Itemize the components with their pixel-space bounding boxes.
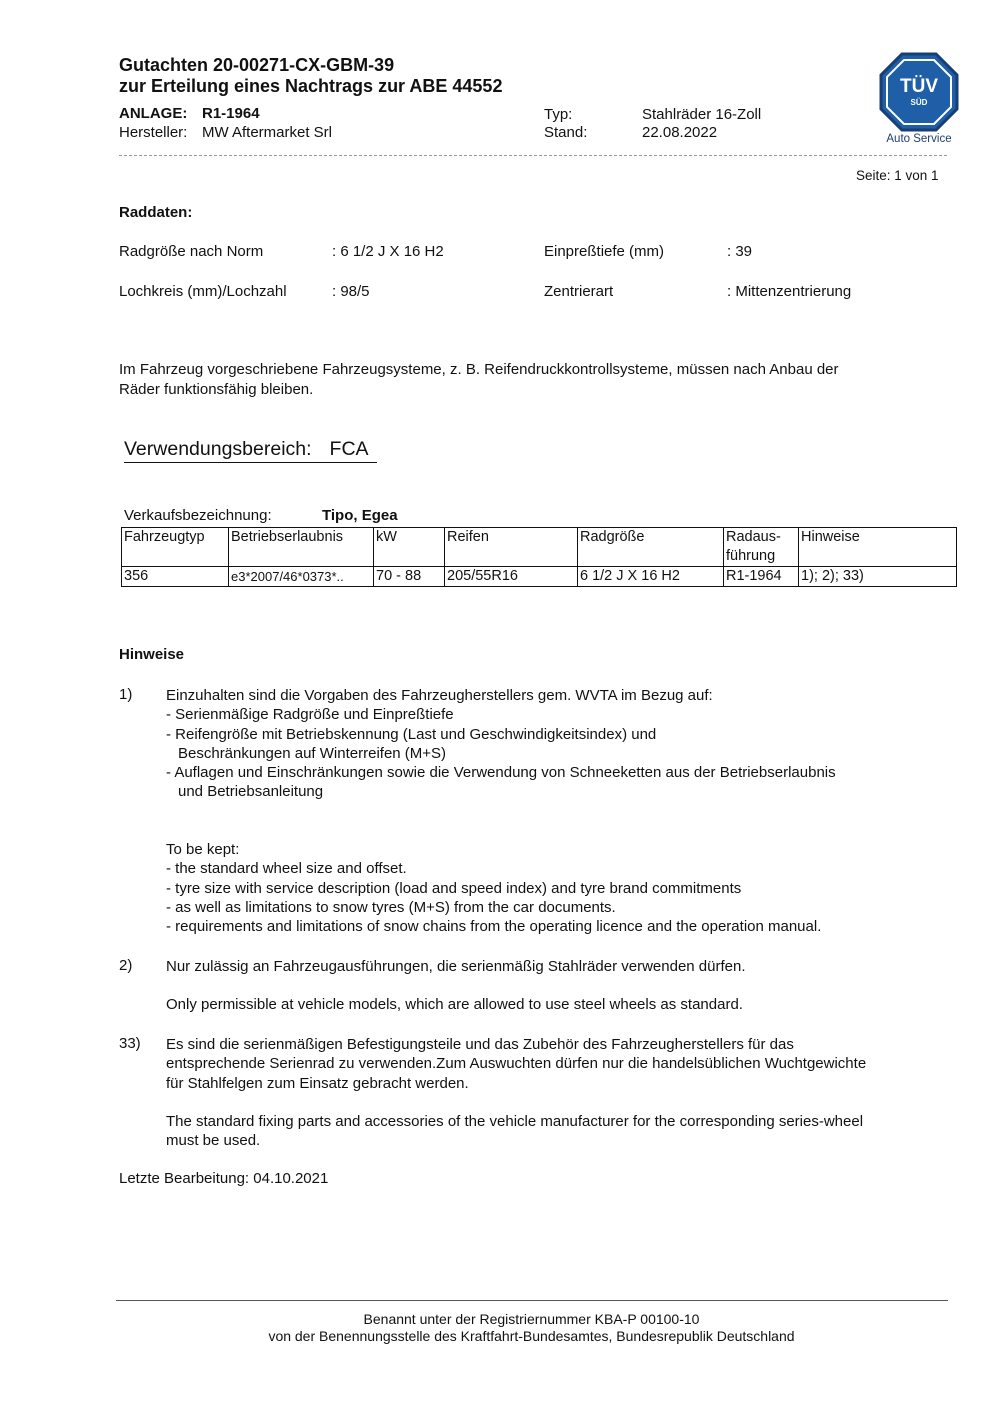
note-33-number: 33) <box>119 1035 141 1052</box>
radgroesse-value: : 6 1/2 J X 16 H2 <box>332 243 444 260</box>
note-line: - the standard wheel size and offset. <box>166 860 407 878</box>
document-title-line2: zur Erteilung eines Nachtrags zur ABE 44552 <box>119 76 503 96</box>
header-divider <box>119 155 947 156</box>
verwendungsbereich-label: Verwendungsbereich: <box>124 438 312 460</box>
table-header-fuehrung: führung <box>726 548 776 564</box>
footer-line2: von der Benennungsstelle des Kraftfahrt-Bundesamtes, Bundesrepublik Deutschland <box>268 1328 795 1344</box>
page-indicator: Seite: 1 von 1 <box>856 168 939 183</box>
tuv-logo-subtext: SÜD <box>910 98 928 107</box>
table-header-cell <box>724 528 799 567</box>
table-cell: 70 - 88 <box>374 567 445 587</box>
hinweise-heading: Hinweise <box>119 646 185 663</box>
note-33-german <box>166 1035 866 1093</box>
tuv-logo-text: TÜV <box>900 76 938 97</box>
note-1-english <box>166 840 821 936</box>
note-line: Only permissible at vehicle models, which are allowed to use steel wheels as standard. <box>166 996 743 1013</box>
table-header-cell: Radgröße <box>578 528 724 567</box>
hersteller-value: MW Aftermarket Srl <box>202 124 333 141</box>
anlage-value: R1-1964 <box>202 105 260 122</box>
table-header-row <box>122 528 957 567</box>
anlage-label: ANLAGE: <box>119 105 188 122</box>
document-title-line1: Gutachten 20-00271-CX-GBM-39 <box>119 55 395 75</box>
table-header-cell: Hinweise <box>799 528 957 567</box>
table-header-cell: kW <box>374 528 445 567</box>
note-line: - Reifengröße mit Betriebskennung (Last und Geschwindigkeitsindex) und <box>166 725 657 743</box>
note-line: Beschränkungen auf Winterreifen (M+S) <box>178 744 447 762</box>
table-row <box>122 567 957 587</box>
intro-line2: Räder funktionsfähig bleiben. <box>119 381 314 398</box>
stand-label: Stand: <box>544 124 588 141</box>
intro-line1: Im Fahrzeug vorgeschriebene Fahrzeugsysteme, z. B. Reifendruckkontrollsysteme, müssen nach Anbau der <box>119 361 839 378</box>
lochkreis-label: Lochkreis (mm)/Lochzahl <box>119 283 287 300</box>
note-line: must be used. <box>166 1132 261 1150</box>
note-line: entsprechende Serienrad zu verwenden.Zum Auswuchten dürfen nur die handelsüblichen Wuchtgewichte <box>166 1055 867 1073</box>
table-header-cell: Betriebserlaubnis <box>229 528 374 567</box>
typ-label: Typ: <box>544 106 573 123</box>
note-line: - Serienmäßige Radgröße und Einpreßtiefe <box>166 706 454 724</box>
table-cell: e3*2007/46*0373*.. <box>229 567 374 587</box>
table-header-cell: Reifen <box>445 528 578 567</box>
einpresstiefe-value: : 39 <box>727 243 753 260</box>
table-header-cell: Fahrzeugtyp <box>122 528 229 567</box>
note-2-number: 2) <box>119 957 133 974</box>
note-line: für Stahlfelgen zum Einsatz gebracht werden. <box>166 1074 469 1092</box>
verwendungsbereich-value: FCA <box>329 438 369 460</box>
zentrierart-value: : Mittenzentrierung <box>727 283 852 300</box>
note-33-english <box>166 1112 863 1151</box>
raddaten-heading: Raddaten: <box>119 204 193 221</box>
radgroesse-label: Radgröße nach Norm <box>119 243 264 260</box>
note-line: Es sind die serienmäßigen Befestigungsteile und das Zubehör des Fahrzeugherstellers für das <box>166 1036 794 1053</box>
footer-line1: Benannt unter der Registriernummer KBA-P 00100-10 <box>363 1311 700 1327</box>
table-cell: 1); 2); 33) <box>799 567 957 587</box>
note-2-english <box>166 995 743 1014</box>
table-cell: 205/55R16 <box>445 567 578 587</box>
note-1-number: 1) <box>119 686 133 703</box>
note-line: - requirements and limitations of snow chains from the operating licence and the operation manual. <box>166 918 822 936</box>
einpresstiefe-label: Einpreßtiefe (mm) <box>544 243 665 260</box>
letzte-bearbeitung: Letzte Bearbeitung: 04.10.2021 <box>119 1170 329 1187</box>
table-cell: 356 <box>122 567 229 587</box>
vehicle-table <box>121 527 957 587</box>
note-line: To be kept: <box>166 841 240 858</box>
table-cell: 6 1/2 J X 16 H2 <box>578 567 724 587</box>
stand-value: 22.08.2022 <box>642 124 718 141</box>
tuv-octagon-icon <box>879 52 959 132</box>
verkauf-value: Tipo, Egea <box>322 507 398 524</box>
note-line: - Auflagen und Einschränkungen sowie die Verwendung von Schneeketten aus der Betriebserlaubnis <box>166 764 836 782</box>
note-line: Nur zulässig an Fahrzeugausführungen, die serienmäßig Stahlräder verwenden dürfen. <box>166 958 746 975</box>
verkauf-label: Verkaufsbezeichnung: <box>124 507 272 524</box>
note-1-german <box>166 686 836 802</box>
footer-divider <box>116 1300 948 1301</box>
note-line: - as well as limitations to snow tyres (M+S) from the car documents. <box>166 898 616 916</box>
verwendungsbereich <box>124 438 377 463</box>
note-line: und Betriebsanleitung <box>178 783 324 801</box>
tuv-logo <box>879 52 959 148</box>
note-line: - tyre size with service description (load and speed index) and tyre brand commitments <box>166 879 742 897</box>
hersteller-label: Hersteller: <box>119 124 188 141</box>
logo-caption: Auto Service <box>886 133 952 145</box>
lochkreis-value: : 98/5 <box>332 283 370 300</box>
zentrierart-label: Zentrierart <box>544 283 614 300</box>
table-cell: R1-1964 <box>724 567 799 587</box>
typ-value: Stahlräder 16-Zoll <box>642 106 762 123</box>
note-line: Einzuhalten sind die Vorgaben des Fahrzeugherstellers gem. WVTA im Bezug auf: <box>166 687 713 704</box>
note-line: The standard fixing parts and accessories of the vehicle manufacturer for the corresponding series-wheel <box>166 1113 864 1130</box>
note-2-german <box>166 957 746 976</box>
table-header-radaus: Radaus- <box>726 529 781 545</box>
